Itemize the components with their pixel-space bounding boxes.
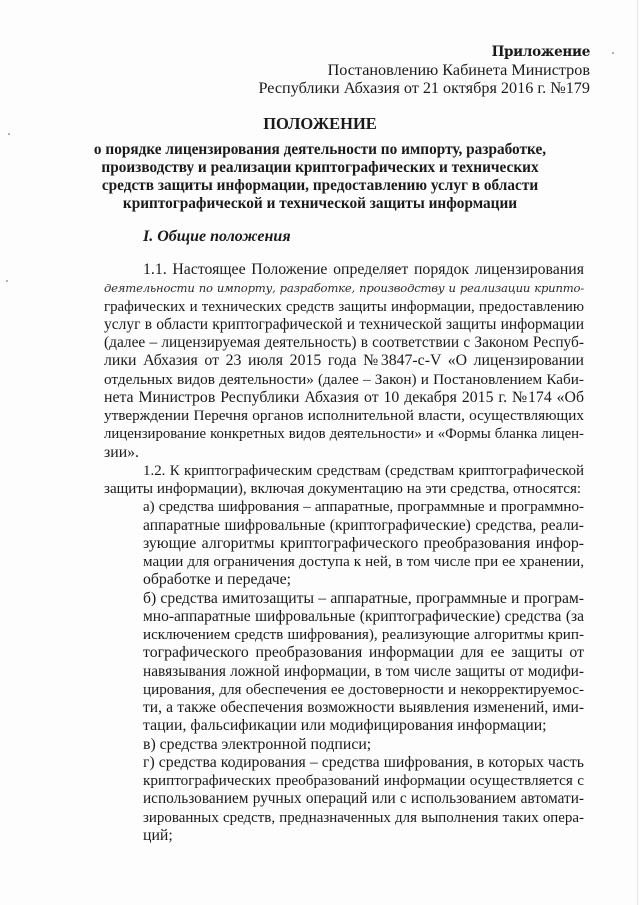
subtitle-line: производству и реализации криптографических и технических (101, 159, 539, 176)
scan-speck (6, 280, 8, 282)
text-line: ций; (143, 826, 173, 844)
text-line: нета Министров Республики Абхазия от 10 декабря 2015 г. №174 «Об (104, 388, 584, 406)
list-item-b (104, 590, 584, 736)
document-title: ПОЛОЖЕНИЕ (263, 114, 377, 133)
list-item-g (104, 754, 584, 845)
scan-edge-line (637, 0, 638, 905)
scan-speck (8, 133, 10, 135)
document-body (104, 261, 584, 845)
text-line: в) средства электронной подписи; (143, 735, 372, 753)
text-line: зующие алгоритмы криптографического преобразования инфор- (143, 534, 584, 552)
text-line: криптографических преобразований информации осуществляется с (143, 772, 584, 789)
text-line: цирования, для обеспечения ее достоверности и некорректируемос- (143, 680, 584, 698)
text-line: использованием ручных операций или с использованием автомати- (143, 790, 584, 808)
text-line: лики Абхазия от 23 июля 2015 года №3847-с-V «О лицензировании (104, 352, 584, 370)
text-line: б) средства имитозащиты – аппаратные, программные и програм- (143, 589, 584, 607)
text-line: утверждении Перечня органов исполнительной власти, осуществляющих (104, 407, 584, 424)
scan-speck (612, 52, 614, 54)
subtitle-line: средств защиты информации, предоставлению услуг в области (101, 177, 539, 194)
appendix-label: Приложение (491, 44, 590, 60)
text-line: ти, а также обеспечения возможности выявления изменений, ими- (143, 699, 584, 716)
text-line: тографического преобразования информации для ее защиты от (143, 644, 584, 662)
text-line: защиты информации), включая документацию на эти средства, относятся: (104, 481, 582, 497)
list-item-a (104, 498, 584, 589)
text-line: зии». (104, 443, 139, 461)
subtitle-line: о порядке лицензирования деятельности по импорту, разработке, (93, 141, 547, 158)
appendix-header (258, 43, 590, 97)
text-line: а) средства шифрования – аппаратные, программные и программно- (143, 499, 584, 516)
text-line: г) средства кодирования – средства шифрования, в которых часть (143, 753, 584, 771)
paragraph-1-1 (104, 261, 584, 462)
paragraph-1-2 (104, 462, 584, 499)
appendix-line: Республики Абхазия от 21 октября 2016 г. №179 (258, 79, 590, 97)
text-line: услуг в области криптографической и технической защиты информации (104, 315, 584, 333)
text-line: лицензирование конкретных видов деятельности» и «Формы бланка лицен- (104, 426, 584, 443)
text-line: 1.1. Настоящее Положение определяет порядок лицензирования (143, 261, 584, 278)
text-line: отдельных видов деятельности» (далее – Закон) и Постановлением Каби- (104, 370, 584, 388)
text-line: зированных средств, предназначенных для выполнения таких опера- (143, 809, 584, 826)
text-line: тации, фальсификации или модифицирования информации; (143, 717, 547, 735)
text-line: исключением средств шифрования), реализующие алгоритмы крип- (143, 627, 584, 643)
text-line: мации для ограничения доступа к ней, в том числе при ее хранении, (143, 554, 584, 570)
text-line: графических и технических средств защиты информации, предоставлению (104, 298, 584, 315)
text-line: аппаратные шифровальные (криптографические) средства, реали- (143, 516, 584, 534)
section-heading: I. Общие положения (143, 228, 291, 245)
subtitle-line: криптографической и технической защиты информации (122, 195, 518, 212)
text-line: обработке и передаче; (143, 571, 292, 589)
text-line-handwritten: деятельности по импорту, разработке, производству и реализации крипто- (104, 281, 584, 296)
list-item-v (104, 736, 584, 754)
document-subtitle (60, 141, 580, 213)
text-line: 1.2. К криптографическим средствам (средствам криптографической (143, 462, 584, 479)
text-line: навязывания ложной информации, в том числе защиты от модифи- (143, 662, 584, 680)
text-line: (далее – лицензируемая деятельность) в соответствии с Законом Респуб- (104, 334, 584, 351)
appendix-line: Постановлению Кабинета Министров (327, 61, 590, 79)
text-line: мно-аппаратные шифровальные (криптографические) средства (за (143, 607, 584, 625)
